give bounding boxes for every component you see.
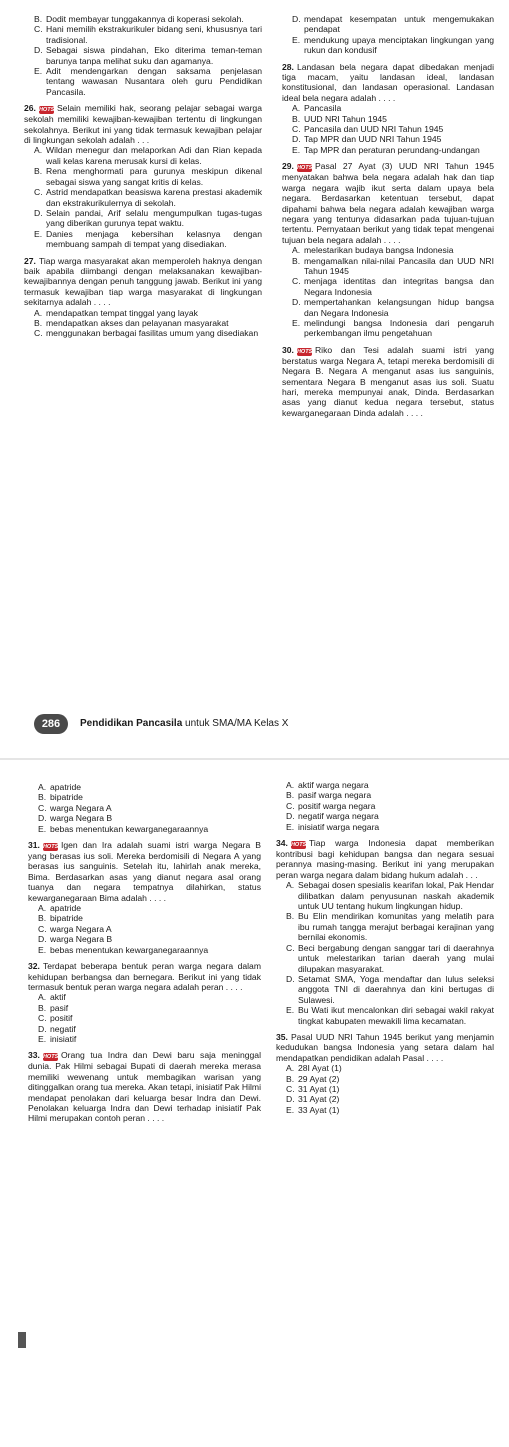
question-32	[28, 961, 261, 1044]
answer-option	[38, 824, 261, 834]
option-letter: A.	[292, 245, 301, 256]
answer-option	[292, 14, 494, 35]
option-text: bebas menentukan kewarganegaraannya	[50, 944, 209, 955]
question-stem	[282, 345, 494, 418]
option-text: bipatride	[50, 913, 83, 924]
option-text: warga Negara B	[50, 934, 113, 945]
question-number: 29.	[282, 161, 294, 172]
option-letter: B.	[292, 255, 301, 266]
question-stem	[282, 161, 494, 245]
option-letter: A.	[286, 880, 295, 891]
answer-option	[292, 297, 494, 318]
option-letter: E.	[34, 66, 43, 77]
answer-option	[292, 145, 494, 155]
page2-left-column	[28, 782, 261, 1130]
option-letter: D.	[286, 811, 295, 822]
option-text: bebas menentukan kewarganegaraannya	[50, 823, 209, 834]
hots-badge-icon: HOTS	[290, 842, 307, 849]
page2-right-column	[276, 780, 494, 1121]
option-letter: C.	[286, 942, 295, 953]
question-26	[24, 103, 262, 249]
answer-option	[34, 166, 262, 187]
answer-option	[292, 114, 494, 124]
option-letter: A.	[34, 145, 43, 156]
question-text: Terdapat beberapa bentuk peran warga negara dalam kehidupan berbangsa dan bernegara. Berikut ini yang tidak termasuk bentuk peran warga negara adalah peran . . . .	[28, 961, 261, 992]
option-text: apatride	[50, 903, 82, 914]
option-letter: E.	[292, 34, 301, 45]
option-letter: A.	[292, 103, 301, 114]
option-letter: B.	[286, 1073, 295, 1084]
option-letter: E.	[286, 821, 295, 832]
question-number: 32.	[28, 961, 40, 972]
answer-option	[292, 124, 494, 134]
question-continuation	[276, 780, 494, 832]
book-title-rest: untuk SMA/MA Kelas X	[182, 717, 289, 729]
option-text: mendapatkan akses dan pelayanan masyarakat	[46, 317, 229, 328]
option-letter: A.	[38, 992, 47, 1003]
option-letter: D.	[38, 1023, 47, 1034]
option-text: pasif warga negara	[298, 790, 372, 801]
book-title-bold: Pendidikan Pancasila	[80, 717, 183, 729]
question-text: Pasal 27 Ayat (3) UUD NRI Tahun 1945 menyatakan bahwa bela negara adalah hak dan tiap warga negara wajib ikut serta dalam upaya bela negara. Berdasarkan ketentuan tersebut, dapat dipahami bahwa bela negara adalah kewajiban warga negara yang tentunya didasarkan pada tujuan-tujuan tertentu. Pernyataan berikut yang tidak tepat mengenai tujuan bela negara adalah . . . .	[282, 161, 494, 245]
option-letter: C.	[292, 276, 301, 287]
option-text: menggunakan berbagai fasilitas umum yang disediakan	[46, 328, 259, 339]
option-text: melindungi bangsa Indonesia dari pengaruh perkembangan ilmu pengetahuan	[304, 317, 494, 339]
option-text: warga Negara A	[50, 923, 112, 934]
answer-option	[34, 66, 262, 97]
option-letter: C.	[286, 1083, 295, 1094]
answer-option	[286, 780, 494, 790]
option-text: Beci bergabung dengan sanggar tari di daerahnya untuk melestarikan tarian daerah yang mulai dilupakan masyarakat.	[298, 942, 494, 974]
answer-option	[38, 1013, 261, 1023]
option-letter: B.	[286, 911, 295, 922]
option-text: Hani memilih ekstrakurikuler bidang seni, khususnya tari tradisional.	[46, 24, 262, 45]
option-letter: D.	[38, 813, 47, 824]
option-letter: B.	[38, 913, 47, 924]
answer-option	[286, 1074, 494, 1084]
option-text: 31 Ayat (1)	[298, 1083, 340, 1094]
hots-badge-icon: HOTS	[296, 348, 313, 355]
option-text: negatif	[50, 1023, 76, 1034]
option-letter: A.	[38, 903, 47, 914]
page-footer	[34, 714, 288, 734]
answer-option	[286, 943, 494, 974]
option-text: Rena menghormati para gurunya meskipun dikenal sebagai siswa yang sangat kritis di kelas.	[46, 166, 262, 187]
question-continuation	[24, 14, 262, 97]
textbook-page-next	[0, 760, 509, 1447]
answer-option	[34, 328, 262, 338]
question-text: Landasan bela negara dapat dibedakan menjadi tiga macam, yaitu landasan ideal, landasan konstitusional, dan landasan operasional. Landasan ideal bela negara adalah . . . .	[282, 61, 494, 103]
option-text: Sebagai dosen spesialis kearifan lokal, Pak Hendar dilibatkan dalam penyusunan naskah akademik untuk UU tentang hukum lingkungan hidup.	[298, 880, 494, 912]
question-text: Orang tua Indra dan Dewi baru saja meninggal dunia. Pak Hilmi sebagai Bupati di daerah mereka merasa memiliki wewenang untuk membagikan warisan yang ditinggalkan orang tua mereka. Akan tetapi, inisiatif Pak Hilmi mendapat penolakan dari keluarga besar Indra dan Dewi. Penolakan keluarga Indra dan Dewi terhadap inisiatif Pak Hilmi merupakan contoh peran . . . .	[28, 1050, 261, 1124]
question-stem	[24, 256, 262, 308]
answer-option	[38, 803, 261, 813]
option-text: Dodit membayar tunggakannya di koperasi sekolah.	[46, 14, 244, 24]
option-text: Wildan menegur dan melaporkan Adi dan Rian kepada wali kelas karena merusak kursi di kelas.	[46, 145, 262, 166]
option-letter: B.	[34, 14, 43, 24]
option-letter: E.	[286, 1104, 295, 1115]
answer-option	[34, 208, 262, 229]
page-number-badge: 286	[34, 714, 68, 734]
option-letter: B.	[38, 792, 47, 803]
book-title	[80, 719, 288, 729]
option-letter: D.	[34, 45, 43, 56]
answer-option	[34, 308, 262, 318]
question-stem	[24, 103, 262, 145]
option-letter: D.	[38, 934, 47, 945]
answer-option	[286, 811, 494, 821]
question-30	[282, 345, 494, 418]
option-text: mendukung upaya menciptakan lingkungan yang rukun dan kondusif	[304, 34, 494, 56]
option-letter: C.	[34, 24, 43, 35]
question-text: Igen dan Ira adalah suami istri warga Negara B yang berasas ius soli. Mereka berdomisili di Negara A yang berasas ius sanguinis. Setelah itu, lahirlah anak mereka, Bima. Berdasarkan asas yang dianut negara asal orang tuanya dan negara tempatnya dilahirkan, status kewarganegaraan Bima adalah . . . .	[28, 840, 261, 903]
question-stem	[276, 838, 494, 880]
option-text: Astrid mendapatkan beasiswa karena prestasi akademik dan ekstrakurikulernya di sekolah.	[46, 187, 262, 208]
hots-badge-icon: HOTS	[38, 107, 55, 114]
option-text: negatif warga negara	[298, 811, 379, 822]
answer-option	[286, 1105, 494, 1115]
question-number: 31.	[28, 840, 40, 851]
option-letter: E.	[286, 1005, 295, 1016]
answer-option	[292, 318, 494, 339]
option-text: mendapat kesempatan untuk mengemukakan pendapat	[304, 14, 494, 35]
option-text: aktif warga negara	[298, 780, 369, 790]
option-text: Tap MPR dan peraturan perundang-undangan	[304, 144, 480, 155]
option-text: Setamat SMA, Yoga mendaftar dan lulus seleksi anggota TNI di daerahnya dan kini bertugas di Sulawesi.	[298, 973, 494, 1005]
question-number: 26.	[24, 103, 36, 114]
option-letter: E.	[34, 228, 43, 239]
page1-right-column	[282, 14, 494, 424]
question-stem	[28, 1050, 261, 1123]
question-number: 34.	[276, 838, 288, 849]
answer-option	[38, 945, 261, 955]
answer-option	[38, 782, 261, 792]
answer-option	[34, 14, 262, 24]
question-29	[282, 161, 494, 339]
question-text: Selain memiliki hak, seorang pelajar sebagai warga sekolah memiliki kewajiban-kewajiban tertentu di lingkungan sekolahnya. Berikut ini yang tidak termasuk kewajiban pelajar di lingkungan sekolah adalah . . .	[24, 103, 262, 146]
hots-badge-icon: HOTS	[42, 1054, 59, 1061]
question-28	[282, 62, 494, 156]
answer-option	[38, 903, 261, 913]
option-text: pasif	[50, 1002, 69, 1013]
question-number: 28.	[282, 61, 294, 72]
option-letter: C.	[38, 802, 47, 813]
question-text: Riko dan Tesi adalah suami istri yang berstatus warga Negara A, tetapi mereka berdomisili di Negara B. Negara A menganut asas ius sanguinis, sementara Negara B menganut asas ius soli. Suatu hari, mereka mempunyai anak, Dinda. Berdasarkan asas yang dianut kedua negara tersebut, status kewarganegaraan Dinda adalah . . . .	[282, 344, 494, 418]
question-number: 33.	[28, 1050, 40, 1061]
option-text: 31 Ayat (2)	[298, 1094, 340, 1105]
option-letter: A.	[34, 307, 43, 318]
option-letter: C.	[38, 1013, 47, 1024]
answer-option	[286, 880, 494, 911]
question-stem	[276, 1032, 494, 1063]
answer-option	[286, 801, 494, 811]
answer-option	[38, 792, 261, 802]
option-text: mengamalkan nilai-nilai Pancasila dan UUD NRI Tahun 1945	[304, 255, 494, 276]
answer-option	[34, 318, 262, 328]
question-31	[28, 840, 261, 955]
answer-option	[286, 974, 494, 1005]
hots-badge-icon: HOTS	[42, 844, 59, 851]
option-letter: C.	[286, 800, 295, 811]
answer-option	[292, 245, 494, 255]
option-text: Danies menjaga kebersihan kelasnya dengan membuang sampah di tempat yang disediakan.	[46, 228, 262, 250]
option-text: Pancasila	[304, 103, 342, 114]
question-number: 30.	[282, 344, 294, 355]
option-letter: E.	[292, 144, 301, 155]
option-text: 33 Ayat (1)	[298, 1104, 340, 1115]
option-text: 28I Ayat (1)	[298, 1063, 342, 1074]
answer-option	[292, 256, 494, 277]
question-text: Tiap warga Indonesia dapat memberikan kontribusi bagi kehidupan bangsa dan negara sesuai perannya masing-masing. Berikut ini yang merupakan peran warga negara dalam bidang hukum adalah . . .	[276, 838, 494, 880]
answer-option	[286, 1005, 494, 1026]
question-number: 35.	[276, 1031, 288, 1042]
option-text: melestarikan budaya bangsa Indonesia	[304, 245, 454, 256]
option-text: bipatride	[50, 792, 83, 803]
option-text: Tap MPR dan UUD NRI Tahun 1945	[304, 134, 442, 145]
question-number: 27.	[24, 255, 36, 266]
option-text: Selain pandai, Arif selalu mengumpulkan tugas-tugas yang diberikan gurunya tepat waktu.	[46, 207, 262, 229]
option-text: positif	[50, 1013, 73, 1024]
option-text: UUD NRI Tahun 1945	[304, 113, 387, 124]
answer-option	[286, 1094, 494, 1104]
option-text: Bu Wati ikut mencalonkan diri sebagai wakil rakyat tingkat kabupaten mewakili lima kecamatan.	[298, 1005, 494, 1026]
option-letter: E.	[38, 944, 47, 955]
option-text: aktif	[50, 992, 66, 1003]
option-letter: D.	[286, 973, 295, 984]
answer-option	[292, 103, 494, 113]
option-letter: E.	[38, 823, 47, 834]
answer-option	[38, 913, 261, 923]
question-stem	[28, 961, 261, 992]
option-text: apatride	[50, 782, 82, 792]
answer-option	[286, 822, 494, 832]
option-letter: D.	[292, 134, 301, 145]
option-text: 29 Ayat (2)	[298, 1073, 340, 1084]
answer-option	[38, 992, 261, 1002]
option-letter: C.	[34, 328, 43, 339]
option-letter: D.	[292, 297, 301, 308]
option-letter: C.	[38, 923, 47, 934]
answer-option	[38, 1003, 261, 1013]
hots-badge-icon: HOTS	[296, 165, 313, 172]
question-35	[276, 1032, 494, 1115]
answer-option	[34, 145, 262, 166]
option-text: menjaga identitas dan integritas bangsa dan Negara Indonesia	[304, 276, 494, 297]
option-letter: D.	[34, 207, 43, 218]
page1-left-column	[24, 14, 262, 345]
question-stem	[28, 840, 261, 903]
answer-option	[286, 911, 494, 942]
option-letter: B.	[34, 317, 43, 328]
option-letter: B.	[34, 166, 43, 177]
option-text: mempertahankan kelangsungan hidup bangsa dan Negara Indonesia	[304, 297, 494, 318]
option-text: Adit mendengarkan dengan saksama penjelasan tentang wawasan Nusantara oleh guru Pendidikan Pancasila.	[46, 66, 262, 97]
option-text: mendapatkan tempat tinggal yang layak	[46, 307, 198, 318]
page-edge-mark	[18, 1332, 26, 1348]
option-letter: B.	[292, 113, 301, 124]
option-text: Sebagai siswa pindahan, Eko diterima teman-teman barunya tanpa melihat suku dan agamanya.	[46, 45, 262, 66]
answer-option	[34, 45, 262, 66]
answer-option	[34, 187, 262, 208]
option-text: Bu Elin mendirikan komunitas yang melatih para ibu rumah tangga merajut berbagai kerajinan yang bernilai ekonomis.	[298, 911, 494, 943]
option-letter: A.	[286, 1063, 295, 1074]
option-letter: D.	[292, 14, 301, 24]
question-27	[24, 256, 262, 339]
answer-option	[34, 24, 262, 45]
answer-option	[38, 1024, 261, 1034]
question-text: Pasal UUD NRI Tahun 1945 berikut yang menjamin kedudukan bangsa Indonesia yang setara dalam hal mendapatkan pendidikan adalah Pasal . . . .	[276, 1031, 494, 1063]
option-letter: C.	[292, 124, 301, 135]
question-continuation	[28, 782, 261, 834]
question-continuation	[282, 14, 494, 56]
answer-option	[292, 35, 494, 56]
option-text: inisiatif	[50, 1033, 77, 1044]
option-letter: A.	[38, 782, 47, 792]
option-letter: B.	[286, 790, 295, 801]
question-34	[276, 838, 494, 1026]
answer-option	[286, 1063, 494, 1073]
answer-option	[292, 276, 494, 297]
option-text: Pancasila dan UUD NRI Tahun 1945	[304, 124, 444, 135]
option-letter: E.	[292, 317, 301, 328]
answer-option	[286, 790, 494, 800]
option-letter: B.	[38, 1002, 47, 1013]
option-text: inisiatif warga negara	[298, 821, 380, 832]
answer-option	[38, 813, 261, 823]
option-text: positif warga negara	[298, 800, 376, 811]
option-text: warga Negara B	[50, 813, 113, 824]
answer-option	[38, 924, 261, 934]
question-text: Tiap warga masyarakat akan memperoleh haknya dengan baik apabila diimbangi dengan melaksanakan kewajiban-kewajibannya dengan penuh tanggung jawab. Berikut ini yang termasuk kewajiban tiap warga masyarakat di lingkungan sekitarnya adalah . . . .	[24, 255, 262, 308]
option-letter: A.	[286, 780, 295, 790]
question-33	[28, 1050, 261, 1123]
answer-option	[34, 229, 262, 250]
answer-option	[286, 1084, 494, 1094]
option-letter: D.	[286, 1094, 295, 1105]
option-letter: C.	[34, 187, 43, 198]
answer-option	[292, 134, 494, 144]
question-stem	[282, 62, 494, 104]
answer-option	[38, 934, 261, 944]
answer-option	[38, 1034, 261, 1044]
option-text: warga Negara A	[50, 802, 112, 813]
option-letter: E.	[38, 1033, 47, 1044]
